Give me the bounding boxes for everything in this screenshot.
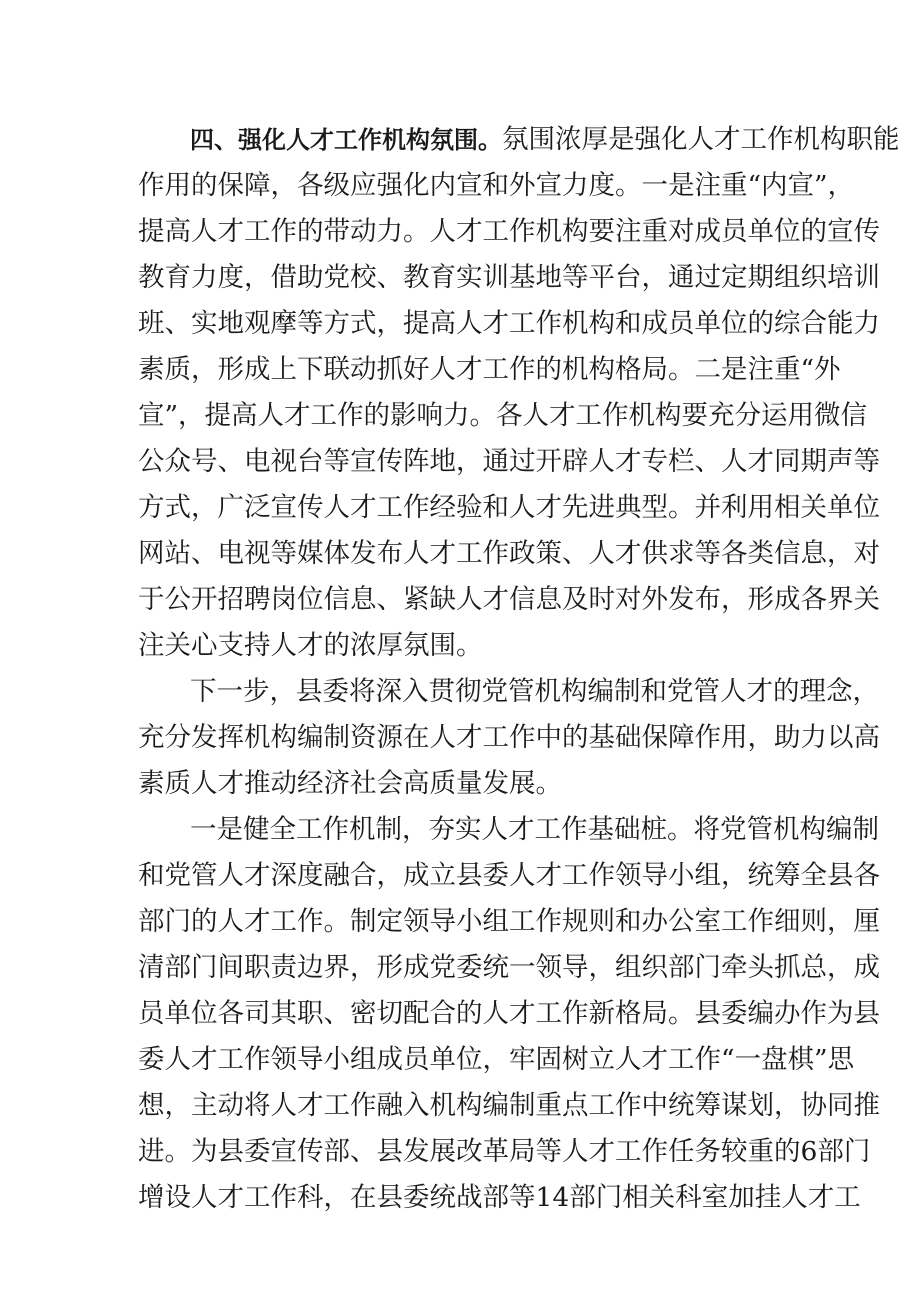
paragraph-line: 班、实地观摩等方式，提高人才工作机构和成员单位的综合能力 — [138, 308, 880, 339]
paragraph-line: 注关心支持人才的浓厚氛围。 — [138, 630, 483, 661]
paragraph-line: 和党管人才深度融合，成立县委人才工作领导小组，统筹全县各 — [138, 860, 880, 891]
section-heading: 四、强化人才工作机构氛围。 — [190, 126, 502, 154]
paragraph-line: 素质，形成上下联动抓好人才工作的机构格局。二是注重“外 — [138, 354, 841, 385]
paragraph-line: 想，主动将人才工作融入机构编制重点工作中统筹谋划，协同推 — [138, 1090, 880, 1121]
paragraph-line: 清部门间职责边界，形成党委统一领导，组织部门牵头抓总，成 — [138, 952, 880, 983]
paragraph-line: 员单位各司其职、密切配合的人才工作新格局。县委编办作为县 — [138, 998, 880, 1029]
paragraph-line: 增设人才工作科，在县委统战部等14部门相关科室加挂人才工 — [138, 1182, 861, 1213]
paragraph-line: 一是健全工作机制，夯实人才工作基础桩。将党管机构编制 — [190, 814, 879, 845]
paragraph-line: 部门的人才工作。制定领导小组工作规则和办公室工作细则，厘 — [138, 906, 880, 937]
paragraph-line: 作用的保障，各级应强化内宣和外宣力度。一是注重“内宣”， — [138, 170, 855, 201]
paragraph-line: 下一步，县委将深入贯彻党管机构编制和党管人才的理念， — [190, 676, 879, 707]
paragraph-line: 方式，广泛宣传人才工作经验和人才先进典型。并利用相关单位 — [138, 492, 880, 523]
paragraph-line: 公众号、电视台等宣传阵地，通过开辟人才专栏、人才同期声等 — [138, 446, 880, 477]
paragraph-line: 宣”，提高人才工作的影响力。各人才工作机构要充分运用微信 — [138, 400, 868, 431]
paragraph-line — [190, 120, 900, 160]
paragraph-line: 提高人才工作的带动力。人才工作机构要注重对成员单位的宣传 — [138, 216, 880, 247]
paragraph-line: 网站、电视等媒体发布人才工作政策、人才供求等各类信息，对 — [138, 538, 880, 569]
paragraph-line: 委人才工作领导小组成员单位，牢固树立人才工作“一盘棋”思 — [138, 1044, 855, 1075]
paragraph-line: 充分发挥机构编制资源在人才工作中的基础保障作用，助力以高 — [138, 722, 880, 753]
paragraph-text: 氛围浓厚是强化人才工作机构职能 — [502, 124, 900, 155]
paragraph-line: 教育力度，借助党校、教育实训基地等平台，通过定期组织培训 — [138, 262, 880, 293]
paragraph-line: 素质人才推动经济社会高质量发展。 — [138, 768, 562, 799]
paragraph-line: 进。为县委宣传部、县发展改革局等人才工作任务较重的6部门 — [138, 1136, 871, 1167]
paragraph-line: 于公开招聘岗位信息、紧缺人才信息及时对外发布，形成各界关 — [138, 584, 880, 615]
